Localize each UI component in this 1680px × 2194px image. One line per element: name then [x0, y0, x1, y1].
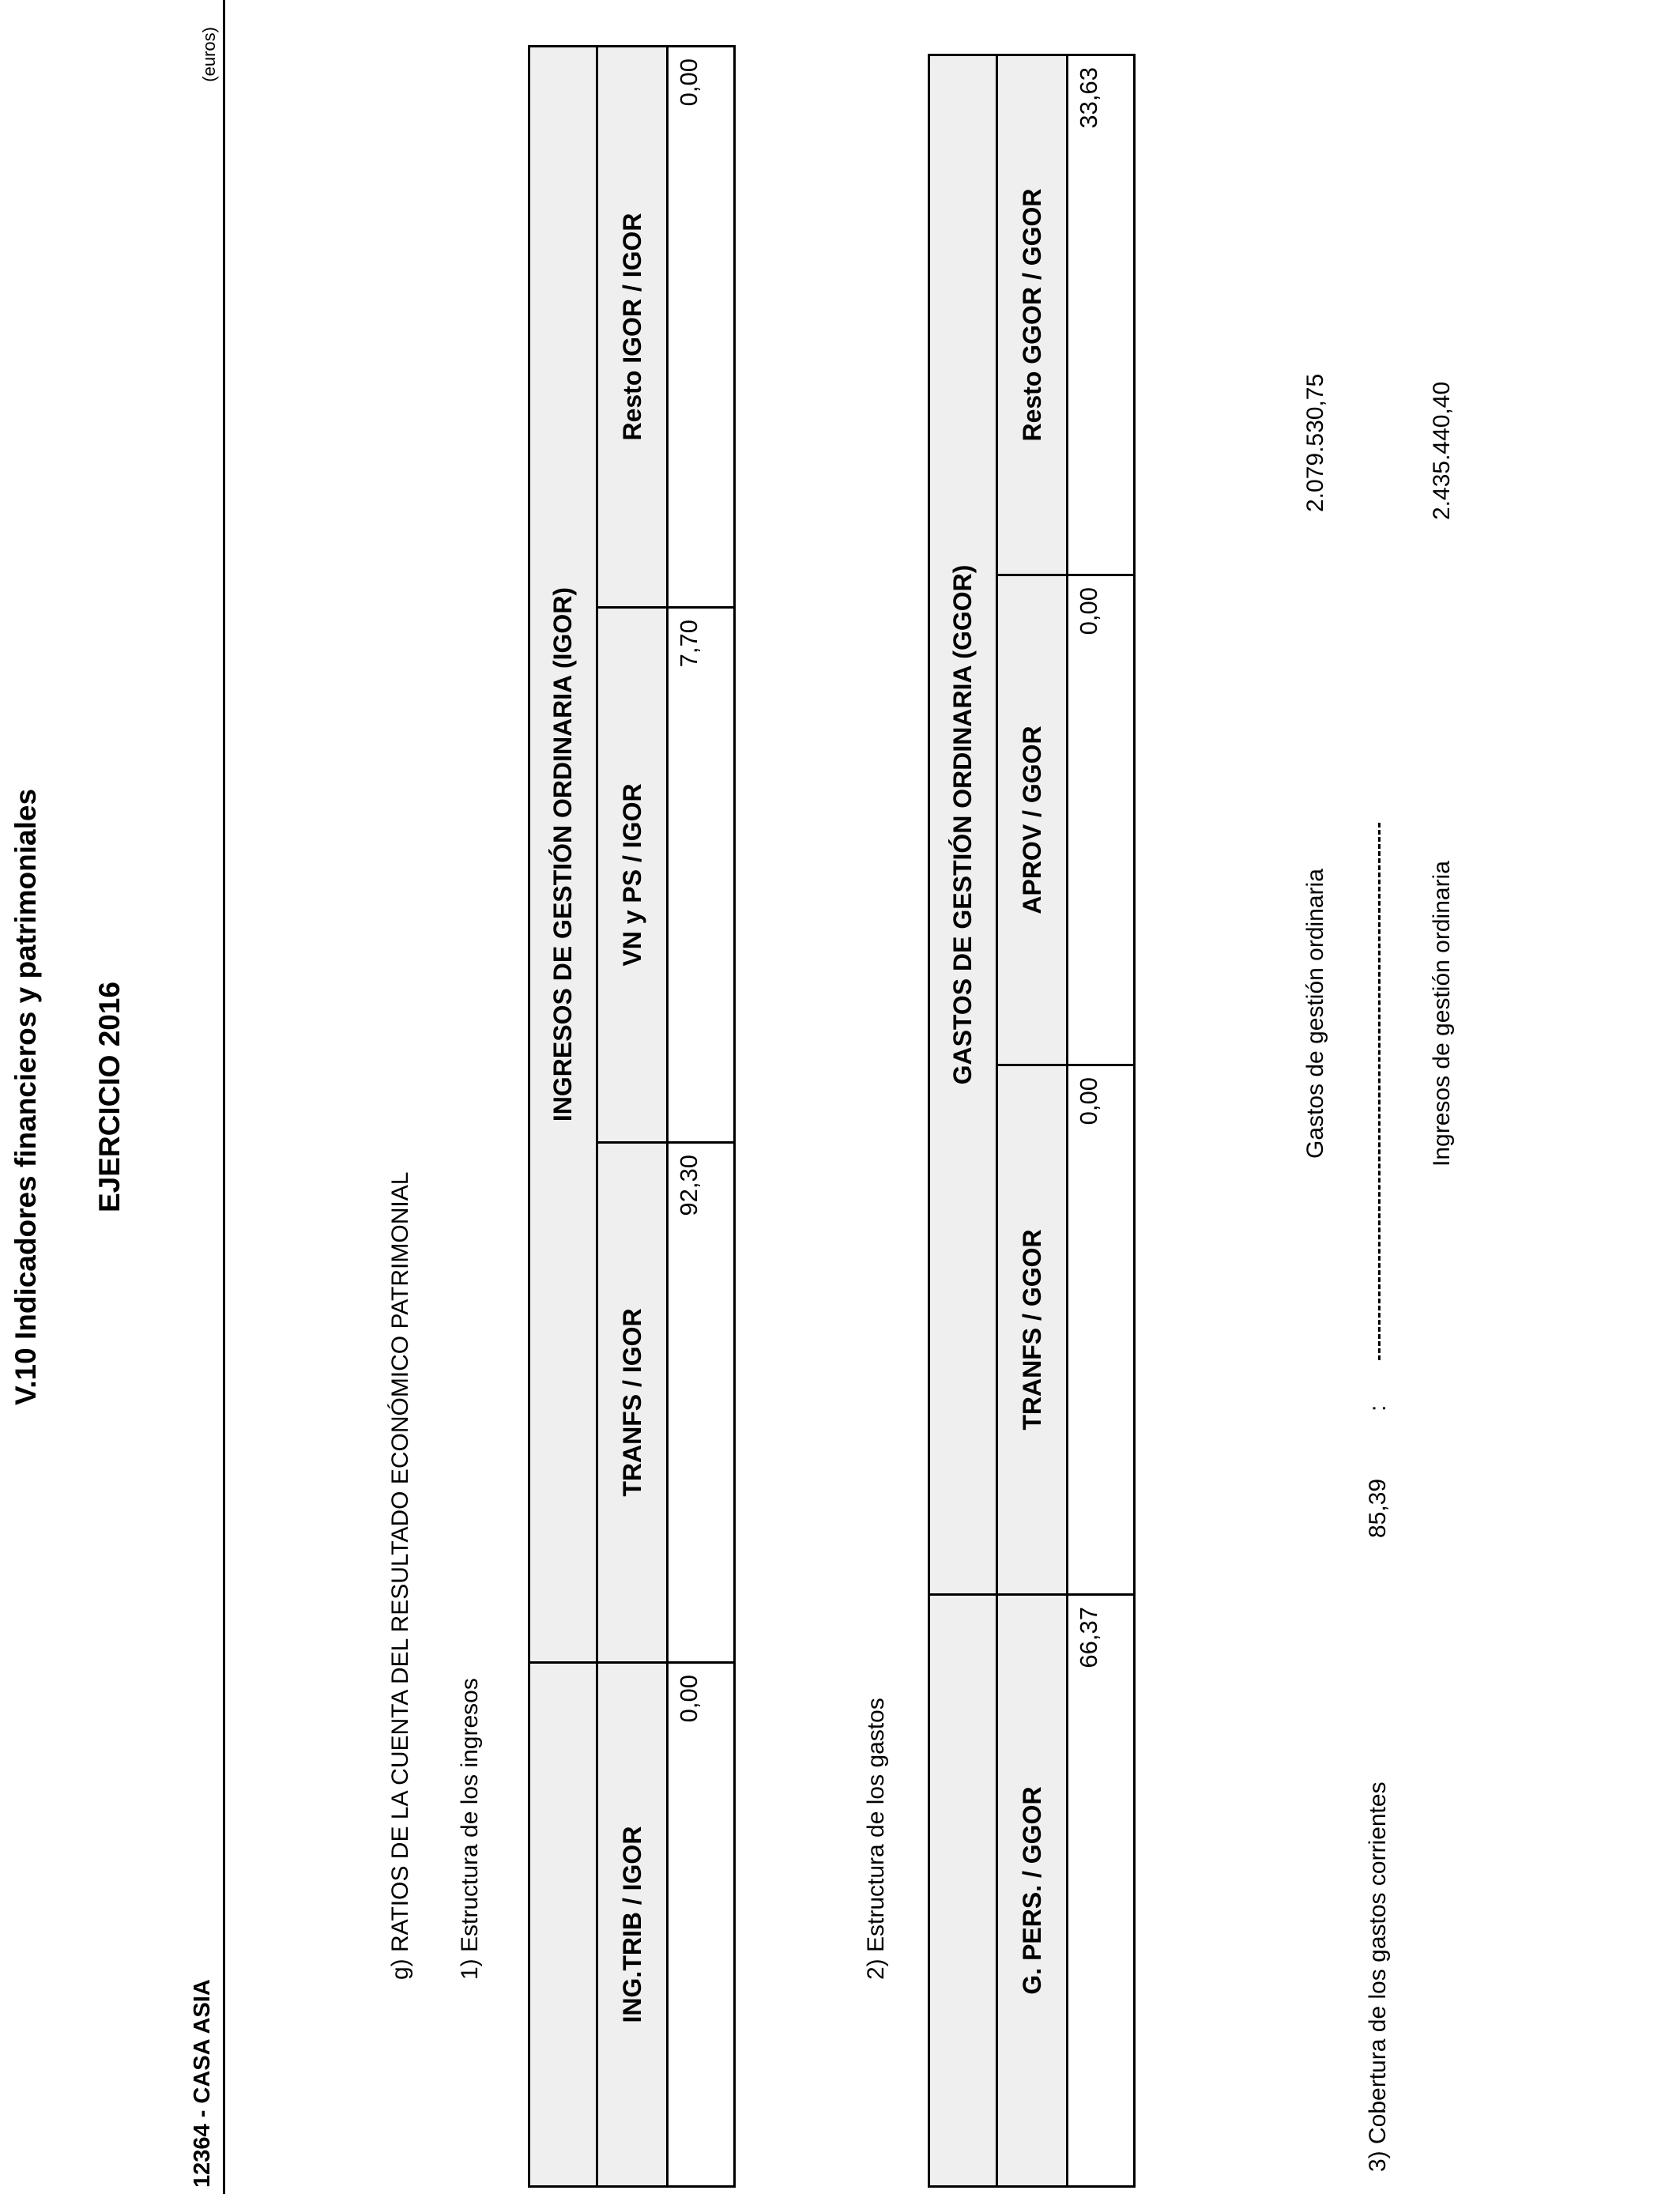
column-header: TRANFS / IGOR	[597, 1143, 668, 1663]
column-header: G. PERS. / GGOR	[997, 1595, 1068, 2187]
ratio-value: 7,70	[668, 608, 735, 1143]
blank-header-cell	[929, 1595, 997, 2187]
gastos-structure-table	[928, 54, 1136, 2188]
section-heading: g) RATIOS DE LA CUENTA DEL RESULTADO ECONÓMICO PATRIMONIAL	[387, 1171, 413, 1980]
gastos-subheading: 2) Estructura de los gastos	[863, 1698, 889, 1980]
ratio-value: 92,30	[668, 1143, 735, 1663]
cobertura-colon: :	[1365, 1404, 1391, 1412]
fraction-line	[1378, 823, 1381, 1360]
ratio-value: 0,00	[668, 46, 735, 607]
blank-header-cell	[529, 1663, 597, 2187]
cobertura-label: 3) Cobertura de los gastos corrientes	[1365, 1781, 1391, 2172]
ratio-value: 33,63	[1068, 55, 1135, 575]
column-header: Resto GGOR / GGOR	[997, 55, 1068, 575]
header-rule	[223, 0, 225, 2194]
cobertura-value: 85,39	[1365, 1478, 1391, 1538]
numerator-value: 2.079.530,75	[1302, 373, 1328, 512]
column-header: ING.TRIB / IGOR	[597, 1663, 668, 2187]
column-header: Resto IGOR / IGOR	[597, 46, 668, 607]
ratio-value: 0,00	[1068, 575, 1135, 1065]
denominator-label: Ingresos de gestión ordinaria	[1429, 861, 1455, 1167]
ingresos-group-header: INGRESOS DE GESTIÓN ORDINARIA (IGOR)	[529, 46, 597, 1662]
column-header: VN y PS / IGOR	[597, 608, 668, 1143]
ingresos-structure-table	[528, 45, 736, 2188]
ratio-value: 0,00	[668, 1663, 735, 2187]
ratio-value: 0,00	[1068, 1065, 1135, 1595]
column-header: TRANFS / GGOR	[997, 1065, 1068, 1595]
currency-unit: (euros)	[199, 27, 219, 82]
entity-name: 12364 - CASA ASIA	[190, 1979, 215, 2188]
page-title: V.10 Indicadores financieros y patrimoniales	[9, 788, 42, 1406]
exercise-year: EJERCICIO 2016	[93, 981, 126, 1213]
ratio-value: 66,37	[1068, 1595, 1135, 2187]
denominator-value: 2.435.440,40	[1429, 381, 1455, 520]
ingresos-subheading: 1) Estructura de los ingresos	[457, 1678, 483, 1980]
column-header: APROV / GGOR	[997, 575, 1068, 1065]
numerator-label: Gastos de gestión ordinaria	[1302, 869, 1328, 1159]
gastos-group-header: GASTOS DE GESTIÓN ORDINARIA (GGOR)	[929, 55, 997, 1594]
